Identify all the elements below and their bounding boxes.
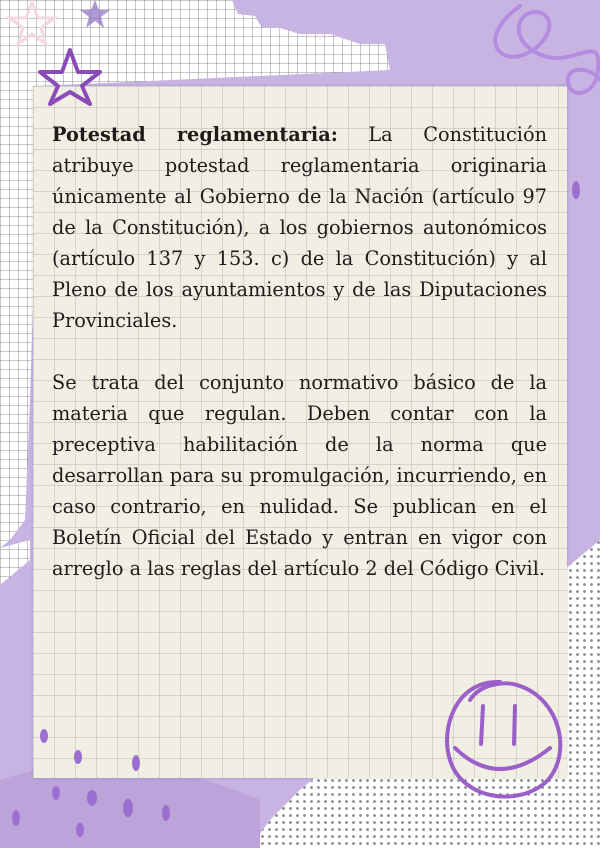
paragraph-1-text: La Constitución atribuye potestad reglamentaria originaria únicamente al Gobierno de la Nación (artículo 97 de la Constitución), a los gobiernos autonómicos (artículo 137 y 153. c) de la Constitución) y al Pleno de los ayuntamientos y de las Diputaciones Provinciales. [52,123,547,332]
paragraph-2: Se trata del conjunto normativo básico de la materia que regulan. Deben contar con la preceptiva habilitación de la norma que desarrollan para su promulgación, incurriendo, en caso contrario, en nulidad. Se publican en el Boletín Oficial del Estado y entran en vigor con arreglo a las reglas del artículo 2 del Código Civil. [52,371,547,580]
paragraph-1 [52,119,547,336]
heading-potestad: Potestad reglamentaria: [52,123,338,146]
document-body [52,119,547,584]
graph-paper-left [0,540,30,585]
